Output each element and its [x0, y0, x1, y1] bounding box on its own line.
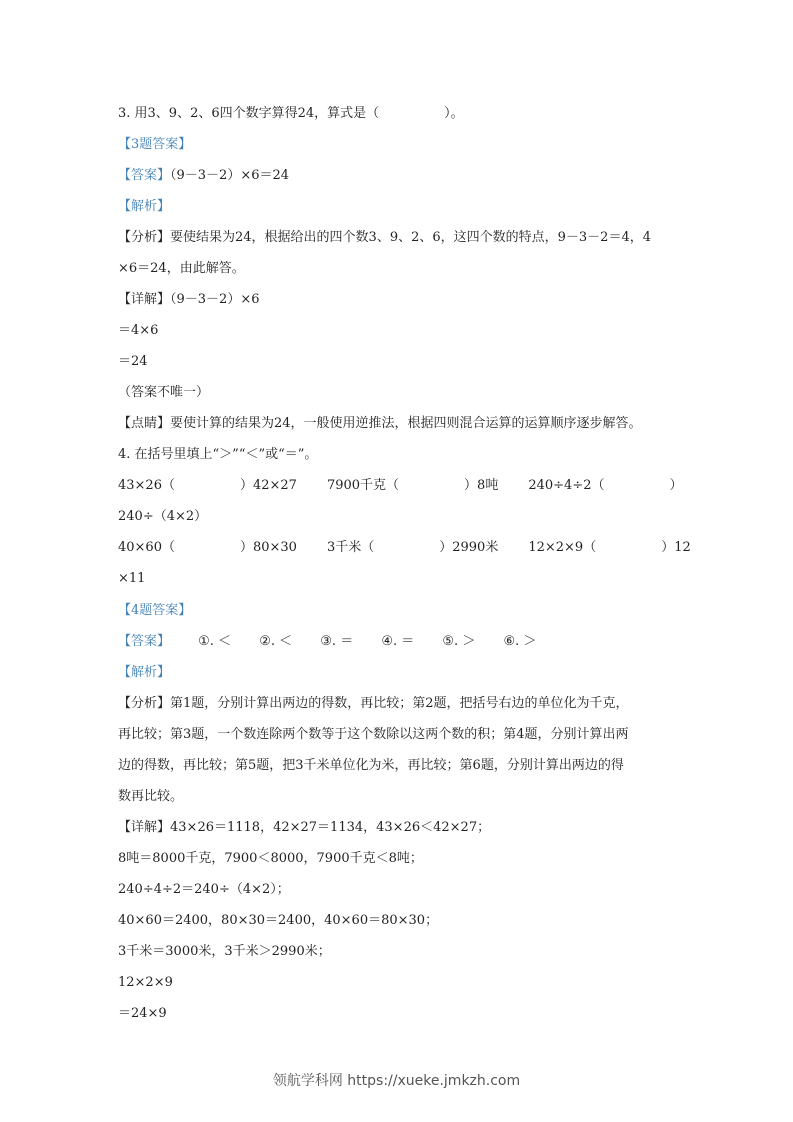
q3-analysis-heading: 【解析】 — [118, 199, 171, 214]
q4-row2 — [118, 540, 691, 556]
fenxi-text: 要使结果为24，根据给出的四个数3、9、2、6，这四个数的特点，9－3－2＝4，4 — [170, 230, 651, 245]
q4-fenxi-line3: 边的得数，再比较；第5题，把3千米单位化为米，再比较；第6题，分别计算出两边的得 — [118, 758, 624, 773]
q4-xiangjie-line7: ＝24×9 — [118, 1006, 167, 1021]
dianjing-label: 【点睛】 — [118, 416, 171, 431]
q3-question: 3. 用3、9、2、6四个数字算得24，算式是（ ）。 — [118, 106, 464, 121]
q4-row1 — [118, 478, 682, 494]
answer-3: ③. ＝ — [320, 634, 354, 649]
xiangjie-text: 43×26＝1118，42×27＝1134，43×26＜42×27； — [170, 820, 491, 835]
q4-row1-wrap: 240÷（4×2） — [118, 509, 208, 524]
q3-dianjing — [118, 416, 642, 432]
q4-xiangjie-line1 — [118, 820, 490, 836]
q4-xiangjie-line4: 40×60＝2400，80×30＝2400，40×60＝80×30； — [118, 913, 439, 928]
fenxi-label: 【分析】 — [118, 696, 171, 711]
answer-6: ⑥. ＞ — [503, 634, 537, 649]
q4-item-4: 40×60（ ）80×30 — [118, 540, 297, 555]
answer-label: 【答案】 — [118, 634, 171, 649]
q4-item-2: 7900千克（ ）8吨 — [326, 478, 499, 493]
answer-value: （9－3－2）×6＝24 — [170, 168, 290, 183]
q4-fenxi-line2: 再比较；第3题，一个数连除两个数等于这个数除以这两个数的积；第4题，分别计算出两 — [118, 727, 629, 742]
xiangjie-text: （9－3－2）×6 — [170, 292, 260, 307]
q4-item-6: 12×2×9（ ）12 — [528, 540, 691, 555]
q4-answers — [118, 634, 536, 650]
q3-xiangjie-line2: ＝4×6 — [118, 323, 159, 338]
q4-xiangjie-line3: 240÷4÷2＝240÷（4×2）； — [118, 882, 290, 897]
dianjing-text: 要使计算的结果为24，一般使用逆推法，根据四则混合运算的运算顺序逐步解答。 — [170, 416, 642, 431]
answer-1: ①. ＜ — [198, 634, 232, 649]
fenxi-text: 第1题，分别计算出两边的得数，再比较；第2题，把括号右边的单位化为千克， — [170, 696, 629, 711]
q4-answer-heading: 【4题答案】 — [118, 603, 192, 618]
answer-5: ⑤. ＞ — [442, 634, 476, 649]
q4-item-5: 3千米（ ）2990米 — [326, 540, 499, 555]
q3-xiangjie-line3: ＝24 — [118, 354, 148, 369]
q4-fenxi-line1 — [118, 696, 629, 712]
q4-item-3: 240÷4÷2（ ） — [528, 478, 683, 493]
fenxi-label: 【分析】 — [118, 230, 171, 245]
xiangjie-label: 【详解】 — [118, 292, 171, 307]
answer-2: ②. ＜ — [259, 634, 293, 649]
q4-question: 4. 在括号里填上“＞”“＜”或“＝”。 — [118, 447, 318, 462]
q3-fenxi-line1 — [118, 230, 651, 246]
q4-item-1: 43×26（ ）42×27 — [118, 478, 297, 493]
q3-answer — [118, 168, 289, 184]
q3-note: （答案不唯一） — [118, 385, 210, 400]
q3-answer-heading: 【3题答案】 — [118, 137, 192, 152]
answer-4: ④. ＝ — [381, 634, 415, 649]
footer-watermark: 领航学科网 https://xueke.jmkzh.com — [272, 1073, 521, 1089]
q4-fenxi-line4: 数再比较。 — [118, 789, 184, 804]
answer-label: 【答案】 — [118, 168, 171, 183]
q3-xiangjie-line1 — [118, 292, 260, 308]
q3-fenxi-line2: ×6＝24，由此解答。 — [118, 261, 245, 276]
xiangjie-label: 【详解】 — [118, 820, 171, 835]
q4-row2-wrap: ×11 — [118, 571, 146, 586]
q4-xiangjie-line6: 12×2×9 — [118, 975, 173, 990]
q4-xiangjie-line2: 8吨＝8000千克，7900＜8000，7900千克＜8吨； — [118, 851, 423, 866]
q4-xiangjie-line5: 3千米＝3000米，3千米＞2990米； — [118, 944, 331, 959]
q4-analysis-heading: 【解析】 — [118, 665, 171, 680]
